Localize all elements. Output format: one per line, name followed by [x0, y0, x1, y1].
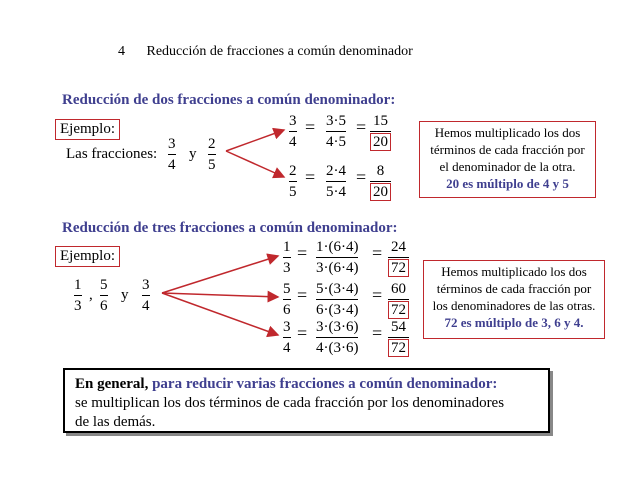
s1-eq1-sign1: = [305, 117, 316, 137]
s2-eq3-lhs: 3 4 [283, 319, 291, 356]
s1-conj: y [189, 146, 197, 162]
section-title: Reducción de fracciones a común denominador [146, 44, 413, 59]
s1-eq2-mid: 2·4 5·4 [326, 163, 346, 200]
s1-eq2-sign2: = [356, 167, 367, 187]
summary-lead: En general, [75, 376, 149, 392]
section1-example-label: Ejemplo: [55, 119, 120, 140]
s2-note: Hemos multiplicado los dos términos de cada fracción por los denominadores de las otras. 72 es múltiplo de 3, 6 y 4. [423, 260, 605, 339]
s2-eq1-lhs: 1 3 [283, 239, 291, 276]
s1-fraction-b: 2 5 [208, 136, 216, 173]
s1-arrow-lower [226, 151, 284, 177]
section2-heading: Reducción de tres fracciones a común denominador: [62, 220, 398, 236]
s1-eq2-sign1: = [305, 167, 316, 187]
s2-eq3-sign2: = [372, 323, 383, 343]
s2-eq1-result: $\frac{24}{72}$ [388, 238, 409, 277]
s2-eq2-mid: 5·(3·4) 6·(3·4) [316, 281, 359, 318]
s2-eq2-lhs: 5 6 [283, 281, 291, 318]
summary-highlight: para reducir varias fracciones a común denominador: [152, 376, 498, 392]
s1-eq2-lhs: 2 5 [289, 163, 297, 200]
s2-eq3-result: $\frac{54}{72}$ [388, 318, 409, 357]
s1-fraction-a: 3 4 [168, 136, 176, 173]
s1-eq1-mid: 3·5 4·5 [326, 113, 346, 150]
s2-eq2-sign1: = [297, 285, 308, 305]
s2-eq2-sign2: = [372, 285, 383, 305]
s1-eq1-result: $\frac{15}{20}$ [370, 112, 391, 151]
summary-line2: se multiplican los dos términos de cada fracción por los denominadores [75, 395, 505, 411]
summary-line1 [75, 375, 548, 394]
summary-box [63, 368, 550, 433]
s1-note: Hemos multiplicado los dos términos de cada fracción por el denominador de la otra. 20 es múltiplo de 4 y 5 [419, 121, 596, 198]
s1-eq1-sign2: = [356, 117, 367, 137]
s2-eq1-sign2: = [372, 243, 383, 263]
s2-fraction-a: 1 3 [74, 277, 82, 314]
s2-eq1-sign1: = [297, 243, 308, 263]
s2-conj: y [121, 287, 129, 303]
s2-arrow-middle [162, 293, 278, 297]
s1-arrow-upper [226, 130, 284, 151]
s2-arrow-upper [162, 256, 278, 293]
section-number: 4 [118, 44, 125, 59]
section1-heading: Reducción de dos fracciones a común denominador: [62, 92, 396, 108]
s2-eq3-mid: 3·(3·6) 4·(3·6) [316, 319, 359, 356]
s1-eq2-result: $\frac{8}{20}$ [370, 162, 391, 201]
section1-intro: Las fracciones: [66, 146, 158, 162]
s2-arrow-lower [162, 293, 278, 335]
summary-line3: de las demás. [75, 414, 156, 430]
s2-eq3-sign1: = [297, 323, 308, 343]
s2-eq2-result: $\frac{60}{72}$ [388, 280, 409, 319]
s2-comma: , [89, 287, 93, 303]
s2-eq1-mid: 1·(6·4) 3·(6·4) [316, 239, 359, 276]
s2-fraction-b: 5 6 [100, 277, 108, 314]
s2-fraction-c: 3 4 [142, 277, 150, 314]
s1-eq1-lhs: 3 4 [289, 113, 297, 150]
section2-example-label: Ejemplo: [55, 246, 120, 267]
